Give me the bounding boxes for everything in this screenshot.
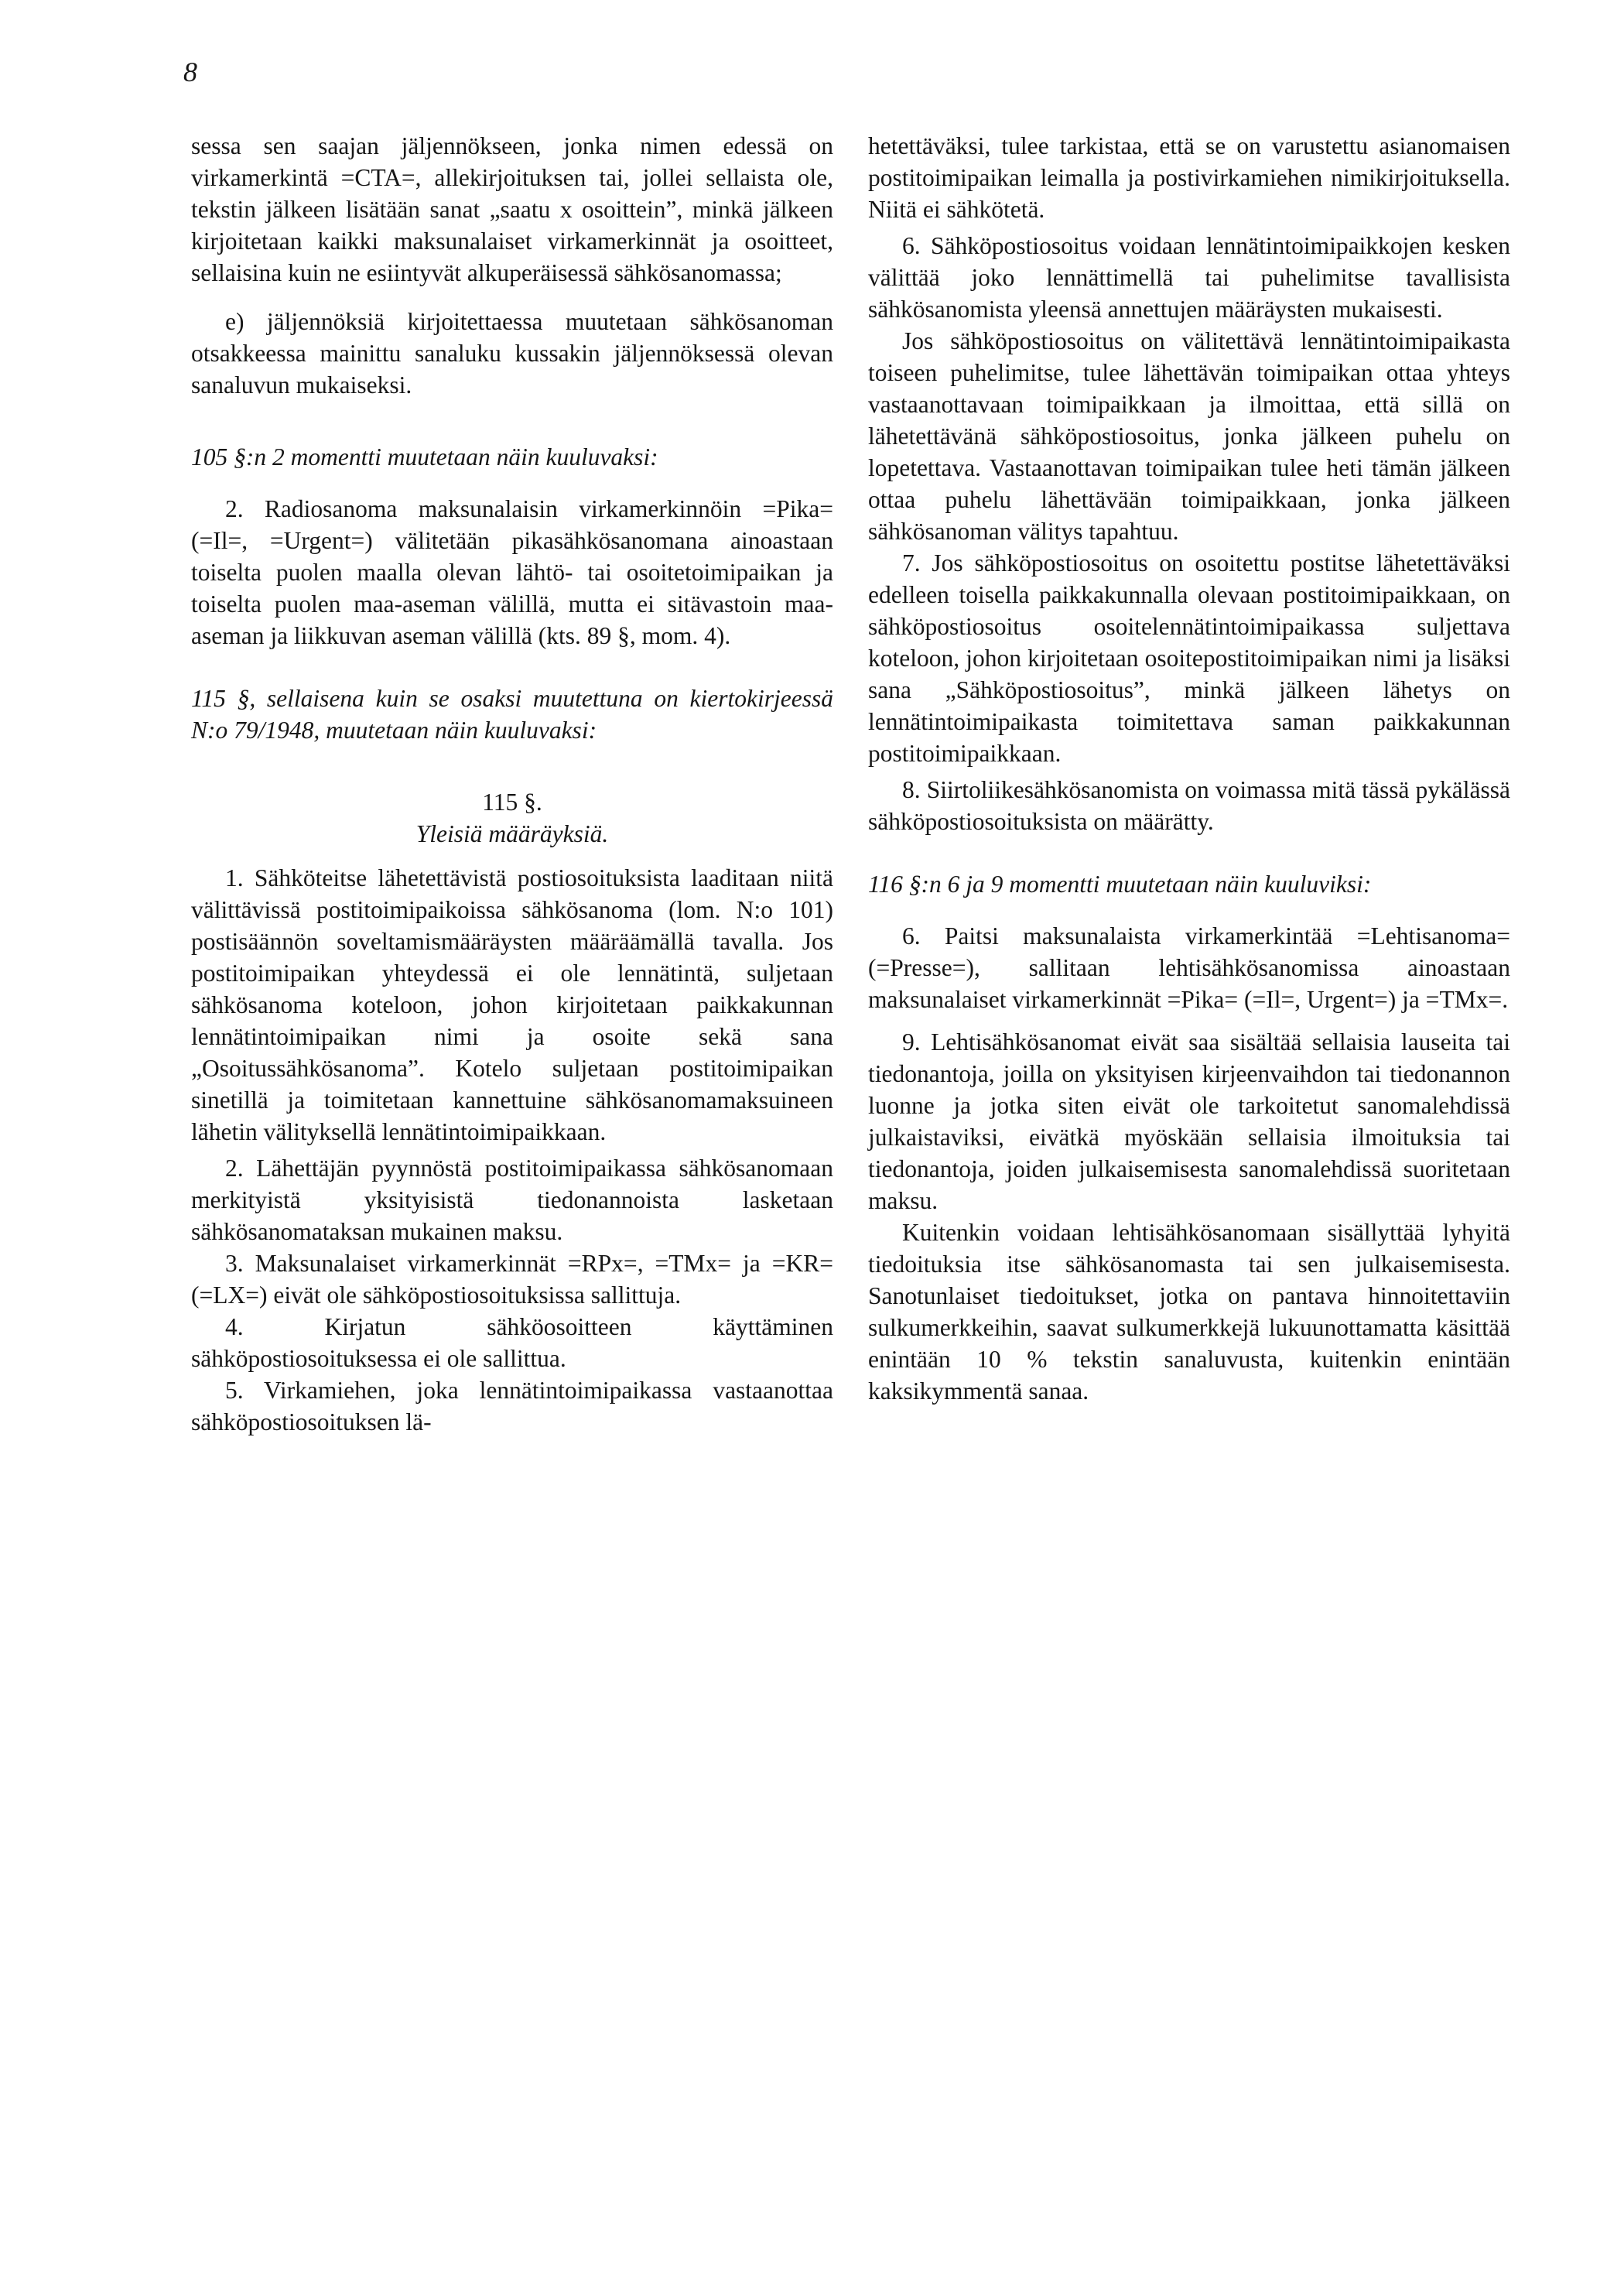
section-number: 115 §. (482, 789, 542, 816)
paragraph-105-2: 2. Radiosanoma maksunalaisin virkamerkinnöin =Pika= (=Il=, =Urgent=) välitetään pikasähkösanomana ainoastaan toiselta puolen maalla olevan lähtö- tai osoitetoimipaikan ja toiselta puolen maa-aseman välillä, mutta ei sitävastoin maa-aseman ja liikkuvan aseman välillä (kts. 89 §, mom. 4). (191, 495, 833, 649)
paragraph-continuation: hetettäväksi, tulee tarkistaa, että se on varustettu asianomaisen postitoimipaikan leimalla ja postivirkamiehen nimikirjoituksella. Niitä ei sähkötetä. (868, 132, 1510, 223)
paragraph-4: 4. Kirjatun sähköosoitteen käyttäminen sähköpostiosoituksessa ei ole sallittua. (191, 1313, 833, 1372)
paragraph-5: 5. Virkamiehen, joka lennätintoimipaikassa vastaanottaa sähköpostiosoituksen lä- (191, 1377, 833, 1435)
section-title: Yleisiä määräyksiä. (415, 820, 609, 847)
paragraph-6-continued: Jos sähköpostiosoitus on välitettävä lennätintoimipaikasta toiseen puhelimitse, tulee lähettävän toimipaikan ottaa yhteys vastaanottavaan toimipaikkaan ja ilmoittaa, että sillä on lähetettävänä sähköpostiosoitus, jonka jälkeen puhelu on lopetettava. Vastaanottavan toimipaikan tulee heti tämän jälkeen ottaa puhelu lähettävään toimipaikkaan, jonka jälkeen sähkösanoman välitys tapahtuu. (868, 327, 1510, 545)
paragraph-3: 3. Maksunalaiset virkamerkinnät =RPx=, =TMx= ja =KR= (=LX=) eivät ole sähköpostiosoituksissa sallittuja. (191, 1250, 833, 1309)
paragraph-6: 6. Sähköpostiosoitus voidaan lennätintoimipaikkojen kesken välittää joko lennättimellä tai puhelimitse tavallisista sähkösanomista yleensä annettujen määräysten mukaisesti. (868, 232, 1510, 323)
paragraph-116-9: 9. Lehtisähkösanomat eivät saa sisältää sellaisia lauseita tai tiedonantoja, joilla on yksityisen kirjeenvaihdon tai tiedonannon luonne ja jotka siten eivät ole tarkoitetut sanomalehdissä julkaistaviksi, eivätkä myöskään sellaisia ilmoituksia tai tiedonantoja, joiden julkaisemisesta sanomalehdissä suoritetaan maksu. (868, 1028, 1510, 1214)
paragraph-continuation: sessa sen saajan jäljennökseen, jonka nimen edessä on virkamerkintä =CTA=, allekirjoituksen tai, jollei sellaista ole, tekstin jälkeen lisätään sanat „saatu x osoittein”, minkä jälkeen kirjoitetaan kaikki maksunalaiset virkamerkinnät ja osoitteet, sellaisina kuin ne esiintyvät alkuperäisessä sähkösanomassa; (191, 132, 833, 286)
amendment-heading-115: 115 §, sellaisena kuin se osaksi muutettuna on kiertokirjeessä N:o 79/1948, muutetaan näin kuuluvaksi: (191, 685, 833, 744)
paragraph-1: 1. Sähköteitse lähetettävistä postiosoituksista laaditaan niitä välittävissä postitoimipaikoissa sähkösanoma (lom. N:o 101) postisäännön soveltamismääräysten määräämällä tavalla. Jos postitoimipaikan yhteydessä ei ole lennätintä, suljetaan sähkösanoma koteloon, johon kirjoitetaan paikkakunnan lennätintoimipaikan nimi ja osoite sekä sana „Osoitussähkösanoma”. Kotelo suljetaan postitoimipaikan sinetillä ja toimitetaan kannettuine sähkösanomamaksuineen lähetin välityksellä lennätintoimipaikkaan. (191, 864, 833, 1145)
amendment-heading-116: 116 §:n 6 ja 9 momentti muutetaan näin kuuluviksi: (868, 871, 1372, 898)
paragraph-116-9-continued: Kuitenkin voidaan lehtisähkösanomaan sisällyttää lyhyitä tiedoituksia itse sähkösanomasta tai sen julkaisemisesta. Sanotunlaiset tiedoitukset, jotka on pantava hinnoitettaviin sulkumerkkeihin, saavat sulkumerkkejä lukuunottamatta käsittää enintään 10 % tekstin sanaluvusta, kuitenkin enintään kaksikymmentä sanaa. (868, 1219, 1510, 1405)
left-column (191, 130, 833, 1438)
paragraph-7: 7. Jos sähköpostiosoitus on osoitettu postitse lähetettäväksi edelleen toisella paikkakunnalla olevaan postitoimipaikkaan, on sähköpostiosoitus osoitelennätintoimipaikassa suljettava koteloon, johon kirjoitetaan osoitepostitoimipaikan nimi ja lisäksi sana „Sähköpostiosoitus”, minkä jälkeen lähetys on lennätintoimipaikasta toimitettava saman paikkakunnan postitoimipaikkaan. (868, 549, 1510, 767)
paragraph-116-6: 6. Paitsi maksunalaista virkamerkintää =Lehtisanoma= (=Presse=), sallitaan lehtisähkösanomissa ainoastaan maksunalaiset virkamerkinnät =Pika= (=Il=, Urgent=) ja =TMx=. (868, 922, 1510, 1013)
right-column (868, 130, 1510, 1407)
paragraph-8: 8. Siirtoliikesähkösanomista on voimassa mitä tässä pykälässä sähköpostiosoituksista on määrätty. (868, 776, 1510, 835)
paragraph-2: 2. Lähettäjän pyynnöstä postitoimipaikassa sähkösanomaan merkityistä yksityisistä tiedonannoista lasketaan sähkösanomataksan mukainen maksu. (191, 1155, 833, 1245)
amendment-heading-105: 105 §:n 2 momentti muutetaan näin kuuluvaksi: (191, 443, 658, 470)
page-number: 8 (183, 56, 197, 87)
paragraph-e: e) jäljennöksiä kirjoitettaessa muutetaan sähkösanoman otsakkeessa mainittu sanaluku kussakin jäljennöksessä olevan sanaluvun mukaiseksi. (191, 308, 833, 399)
